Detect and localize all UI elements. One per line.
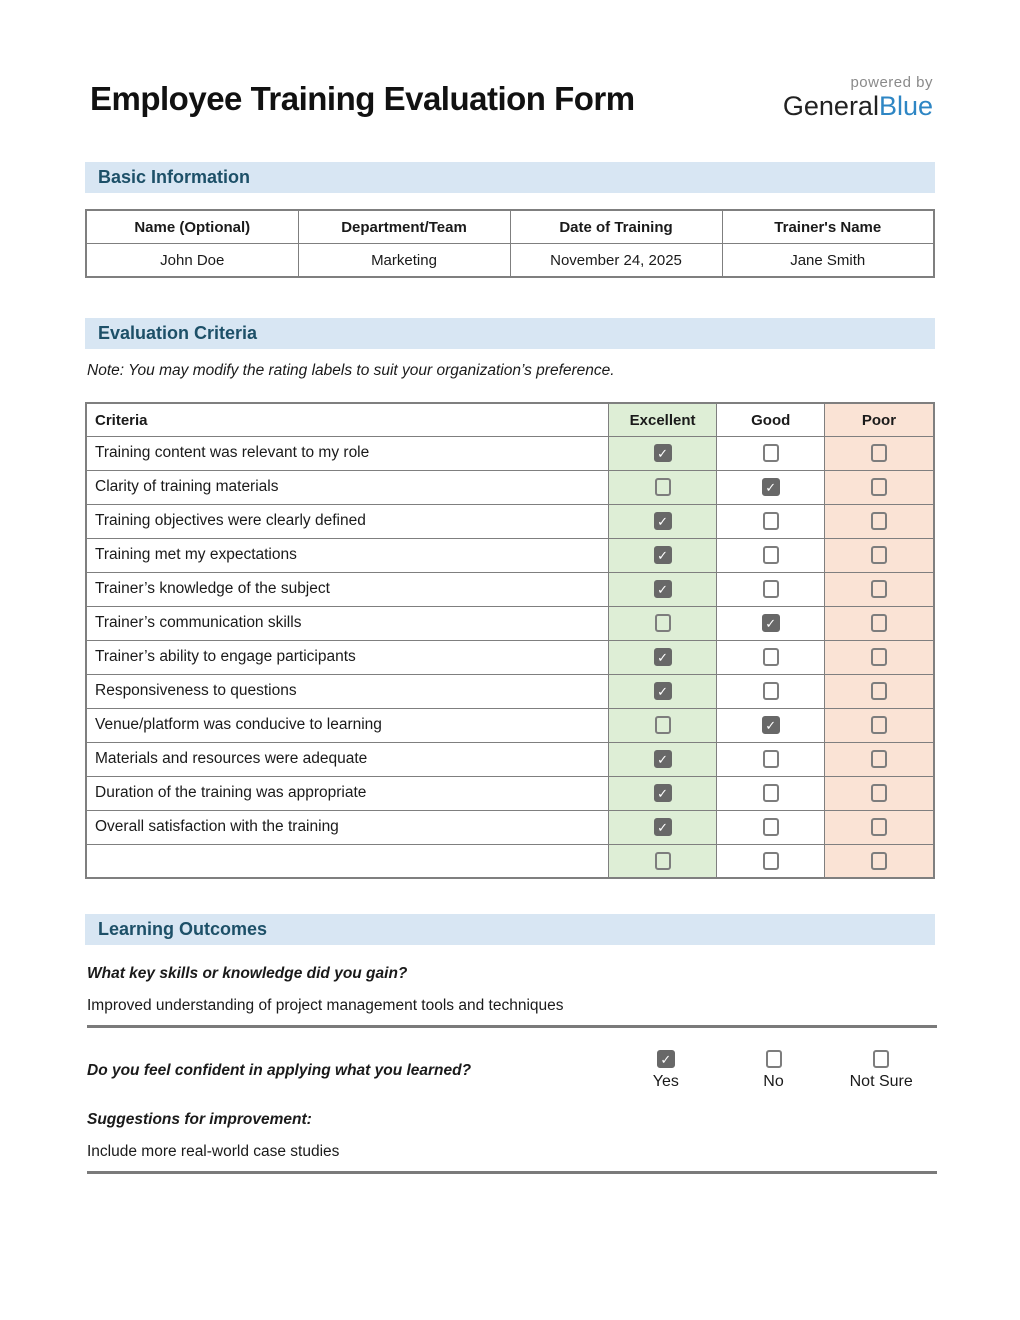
checkbox-poor-row-4[interactable] bbox=[871, 580, 887, 598]
confidence-question-row bbox=[85, 1050, 935, 1091]
confidence-question: Do you feel confident in applying what you learned? bbox=[87, 1062, 472, 1080]
rating-column-header-excellent: Excellent bbox=[608, 403, 717, 436]
confidence-option-label: No bbox=[763, 1073, 784, 1091]
basic-info-table bbox=[85, 209, 935, 278]
rating-cell-good bbox=[717, 640, 825, 674]
rating-cell-good bbox=[717, 776, 825, 810]
section-bar-basic-information bbox=[85, 162, 935, 193]
checkbox-good-row-4[interactable] bbox=[763, 580, 779, 598]
criteria-label: Responsiveness to questions bbox=[86, 674, 608, 708]
rating-cell-poor bbox=[824, 742, 934, 776]
powered-by-label: powered by bbox=[850, 74, 933, 91]
criteria-row bbox=[86, 504, 934, 538]
rating-cell-poor bbox=[824, 640, 934, 674]
page bbox=[85, 0, 935, 1174]
rating-cell-good bbox=[717, 606, 825, 640]
basic-info-value: Marketing bbox=[298, 243, 510, 277]
criteria-row bbox=[86, 844, 934, 878]
rating-cell-poor bbox=[824, 572, 934, 606]
criteria-row bbox=[86, 776, 934, 810]
rating-cell-poor bbox=[824, 538, 934, 572]
checkbox-poor-row-0[interactable] bbox=[871, 444, 887, 462]
rating-cell-poor bbox=[824, 674, 934, 708]
checkbox-good-row-10[interactable] bbox=[763, 784, 779, 802]
criteria-label: Training content was relevant to my role bbox=[86, 436, 608, 470]
checkbox-good-row-6[interactable] bbox=[763, 648, 779, 666]
spacer bbox=[85, 122, 935, 162]
confidence-option-not-sure bbox=[827, 1050, 935, 1091]
rating-cell-poor bbox=[824, 776, 934, 810]
rating-cell-good bbox=[717, 742, 825, 776]
basic-info-column-header: Trainer's Name bbox=[722, 210, 934, 243]
checkbox-poor-row-5[interactable] bbox=[871, 614, 887, 632]
criteria-label: Trainer’s ability to engage participants bbox=[86, 640, 608, 674]
rating-cell-excellent bbox=[608, 606, 717, 640]
criteria-header-row bbox=[86, 403, 934, 436]
checkbox-poor-row-6[interactable] bbox=[871, 648, 887, 666]
basic-info-header-row bbox=[86, 210, 934, 243]
confidence-option-no bbox=[720, 1050, 828, 1091]
basic-info-value-row bbox=[86, 243, 934, 277]
rating-cell-good bbox=[717, 436, 825, 470]
brand-general: General bbox=[782, 91, 879, 122]
checkbox-good-row-1[interactable]: ✓ bbox=[762, 478, 780, 496]
criteria-label: Duration of the training was appropriate bbox=[86, 776, 608, 810]
confidence-option-yes bbox=[612, 1050, 720, 1091]
rating-cell-excellent bbox=[608, 810, 717, 844]
criteria-row bbox=[86, 810, 934, 844]
rating-note: Note: You may modify the rating labels to suit your organization’s preference. bbox=[87, 362, 615, 380]
rating-cell-poor bbox=[824, 504, 934, 538]
rating-cell-good bbox=[717, 810, 825, 844]
rating-cell-poor bbox=[824, 436, 934, 470]
checkbox-excellent-row-0[interactable]: ✓ bbox=[654, 444, 672, 462]
criteria-row bbox=[86, 572, 934, 606]
rating-cell-good bbox=[717, 538, 825, 572]
brand-blue: Blue bbox=[878, 91, 933, 122]
criteria-label: Training met my expectations bbox=[86, 538, 608, 572]
basic-info-value: November 24, 2025 bbox=[510, 243, 722, 277]
checkbox-excellent-row-10[interactable]: ✓ bbox=[654, 784, 672, 802]
checkbox-good-row-7[interactable] bbox=[763, 682, 779, 700]
suggestions-block bbox=[85, 1111, 935, 1174]
skills-question: What key skills or knowledge did you gain? bbox=[87, 965, 408, 983]
checkbox-poor-row-11[interactable] bbox=[871, 818, 887, 836]
checkbox-excellent-row-9[interactable]: ✓ bbox=[654, 750, 672, 768]
checkbox-excellent-row-5[interactable] bbox=[655, 614, 671, 632]
criteria-label: Trainer’s communication skills bbox=[86, 606, 608, 640]
checkbox-excellent-row-6[interactable]: ✓ bbox=[654, 648, 672, 666]
checkbox-good-row-11[interactable] bbox=[763, 818, 779, 836]
criteria-label: Venue/platform was conducive to learning bbox=[86, 708, 608, 742]
criteria-row bbox=[86, 708, 934, 742]
rating-cell-excellent bbox=[608, 436, 717, 470]
checkbox-poor-row-7[interactable] bbox=[871, 682, 887, 700]
rating-cell-good bbox=[717, 504, 825, 538]
checkbox-excellent-row-2[interactable]: ✓ bbox=[654, 512, 672, 530]
confidence-options bbox=[612, 1050, 935, 1091]
checkbox-poor-row-2[interactable] bbox=[871, 512, 887, 530]
criteria-row bbox=[86, 538, 934, 572]
criteria-label: Trainer’s knowledge of the subject bbox=[86, 572, 608, 606]
criteria-row bbox=[86, 436, 934, 470]
rating-cell-excellent bbox=[608, 504, 717, 538]
brand-name bbox=[783, 91, 933, 122]
page-title: Employee Training Evaluation Form bbox=[90, 80, 635, 117]
rating-column-header-poor: Poor bbox=[824, 403, 934, 436]
evaluation-criteria-table bbox=[85, 402, 935, 879]
basic-info-value: John Doe bbox=[86, 243, 298, 277]
rating-cell-excellent bbox=[608, 708, 717, 742]
rating-cell-poor bbox=[824, 470, 934, 504]
checkbox-good-row-2[interactable] bbox=[763, 512, 779, 530]
rating-cell-poor bbox=[824, 708, 934, 742]
checkbox-good-row-5[interactable]: ✓ bbox=[762, 614, 780, 632]
checkbox-yes[interactable]: ✓ bbox=[657, 1050, 675, 1068]
checkbox-poor-row-1[interactable] bbox=[871, 478, 887, 496]
checkbox-excellent-row-11[interactable]: ✓ bbox=[654, 818, 672, 836]
checkbox-good-row-9[interactable] bbox=[763, 750, 779, 768]
rating-cell-excellent bbox=[608, 844, 717, 878]
criteria-label: Clarity of training materials bbox=[86, 470, 608, 504]
checkbox-good-row-0[interactable] bbox=[763, 444, 779, 462]
rating-column-header-good: Good bbox=[717, 403, 825, 436]
rating-cell-good bbox=[717, 844, 825, 878]
section-title-basic-information: Basic Information bbox=[98, 167, 251, 188]
checkbox-poor-row-8[interactable] bbox=[871, 716, 887, 734]
criteria-row bbox=[86, 470, 934, 504]
basic-info-column-header: Date of Training bbox=[510, 210, 722, 243]
rating-cell-good bbox=[717, 572, 825, 606]
brand-logo bbox=[783, 74, 933, 122]
checkbox-excellent-row-3[interactable]: ✓ bbox=[654, 546, 672, 564]
section-title-evaluation-criteria: Evaluation Criteria bbox=[98, 323, 258, 344]
document-header bbox=[85, 72, 935, 122]
basic-info-column-header: Department/Team bbox=[298, 210, 510, 243]
rating-cell-excellent bbox=[608, 470, 717, 504]
criteria-row bbox=[86, 674, 934, 708]
criteria-label bbox=[86, 844, 608, 878]
section-bar-learning-outcomes bbox=[85, 914, 935, 945]
rating-cell-poor bbox=[824, 844, 934, 878]
criteria-label: Overall satisfaction with the training bbox=[86, 810, 608, 844]
criteria-label: Training objectives were clearly defined bbox=[86, 504, 608, 538]
rating-cell-excellent bbox=[608, 776, 717, 810]
checkbox-excellent-row-1[interactable] bbox=[655, 478, 671, 496]
rating-cell-poor bbox=[824, 810, 934, 844]
suggestions-label: Suggestions for improvement: bbox=[87, 1111, 312, 1129]
rating-cell-poor bbox=[824, 606, 934, 640]
checkbox-poor-row-3[interactable] bbox=[871, 546, 887, 564]
checkbox-good-row-12[interactable] bbox=[763, 852, 779, 870]
criteria-column-header: Criteria bbox=[86, 403, 608, 436]
rating-cell-excellent bbox=[608, 640, 717, 674]
checkbox-excellent-row-12[interactable] bbox=[655, 852, 671, 870]
rating-cell-excellent bbox=[608, 674, 717, 708]
checkbox-poor-row-12[interactable] bbox=[871, 852, 887, 870]
basic-info-column-header: Name (Optional) bbox=[86, 210, 298, 243]
rating-cell-good bbox=[717, 470, 825, 504]
confidence-option-label: Yes bbox=[652, 1073, 679, 1091]
criteria-label: Materials and resources were adequate bbox=[86, 742, 608, 776]
checkbox-poor-row-9[interactable] bbox=[871, 750, 887, 768]
rating-cell-good bbox=[717, 708, 825, 742]
learning-outcomes-section bbox=[85, 914, 935, 1174]
rating-cell-excellent bbox=[608, 742, 717, 776]
rating-cell-excellent bbox=[608, 538, 717, 572]
rating-cell-good bbox=[717, 674, 825, 708]
basic-info-value: Jane Smith bbox=[722, 243, 934, 277]
criteria-row bbox=[86, 742, 934, 776]
checkbox-not-sure[interactable] bbox=[873, 1050, 889, 1068]
confidence-option-label: Not Sure bbox=[849, 1073, 913, 1091]
checkbox-poor-row-10[interactable] bbox=[871, 784, 887, 802]
checkbox-good-row-3[interactable] bbox=[763, 546, 779, 564]
checkbox-excellent-row-4[interactable]: ✓ bbox=[654, 580, 672, 598]
skills-answer-field[interactable]: Improved understanding of project management tools and techniques bbox=[87, 997, 937, 1028]
spacer bbox=[85, 278, 935, 318]
checkbox-good-row-8[interactable]: ✓ bbox=[762, 716, 780, 734]
section-title-learning-outcomes: Learning Outcomes bbox=[98, 919, 268, 940]
section-bar-evaluation-criteria bbox=[85, 318, 935, 349]
criteria-row bbox=[86, 606, 934, 640]
checkbox-excellent-row-7[interactable]: ✓ bbox=[654, 682, 672, 700]
checkbox-excellent-row-8[interactable] bbox=[655, 716, 671, 734]
suggestions-answer-field[interactable]: Include more real-world case studies bbox=[87, 1143, 937, 1174]
criteria-row bbox=[86, 640, 934, 674]
rating-cell-excellent bbox=[608, 572, 717, 606]
checkbox-no[interactable] bbox=[766, 1050, 782, 1068]
